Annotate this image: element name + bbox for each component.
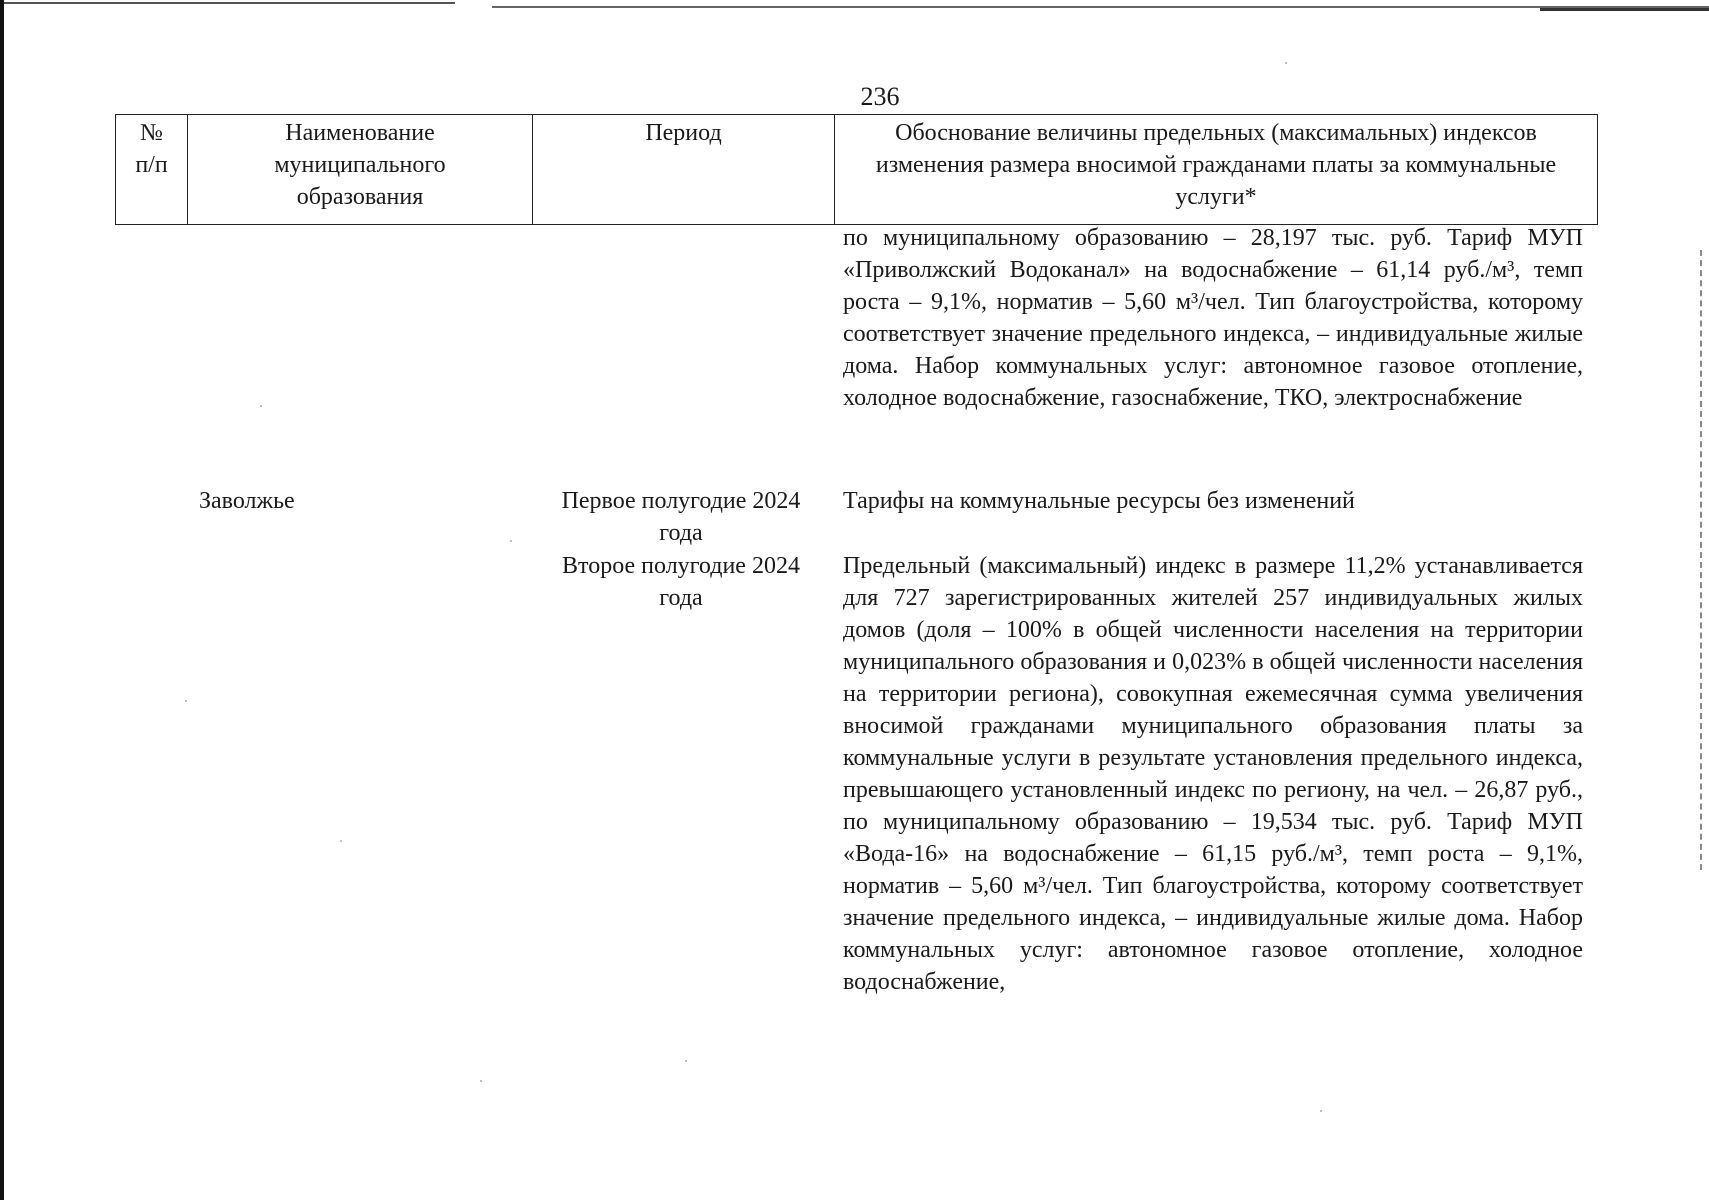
scan-speck [1285, 62, 1287, 64]
scan-speck [340, 840, 342, 842]
text-first-half [843, 485, 1583, 517]
header-col-period: Период [533, 115, 835, 225]
period-first-half: Первое полугодие 2024 года [561, 488, 801, 546]
scan-speck [1320, 1110, 1322, 1112]
scan-speck [185, 700, 187, 702]
continuation-text [843, 222, 1583, 414]
text-second-half-paragraph: Предельный (максимальный) индекс в размере 11,2% устанавливается для 727 зарегистрированных жителей 257 индивидуальных жилых домов (доля – 100% в общей численности населения на территории муниципального образования и 0,023% в общей численности населения на территории региона), совокупная ежемесячная сумма увеличения вносимой гражданами муниципального образования платы за коммунальные услуги в результате установления предельного индекса, превышающего установленный индекс по региону, на чел. – 26,87 руб., по муниципальному образованию – 19,534 тыс. руб. Тариф МУП «Вода-16» на водоснабжение – 61,15 руб./м³, темп роста – 9,1%, норматив – 5,60 м³/чел. Тип благоустройства, которому соответствует значение предельного индекса, – индивидуальные жилые дома. Набор коммунальных услуг: автономное газовое отопление, холодное водоснабжение, [843, 553, 1583, 995]
continuation-paragraph: по муниципальному образованию – 28,197 тыс. руб. Тариф МУП «Приволжский Водоканал» на водоснабжение – 61,14 руб./м³, темп роста – 9,1%, норматив – 5,60 м³/чел. Тип благоустройства, которому соответствует значение предельного индекса, – индивидуальные жилые дома. Набор коммунальных услуг: автономное газовое отопление, холодное водоснабжение, газоснабжение, ТКО, электроснабжение [843, 225, 1583, 411]
text-first-half-paragraph: Тарифы на коммунальные ресурсы без изменений [843, 488, 1355, 514]
header-col-num: № п/п [116, 115, 188, 225]
scan-edge-top [0, 0, 1709, 10]
scan-speck [510, 540, 512, 542]
scan-speck [260, 405, 262, 407]
table-header [115, 114, 1598, 225]
header-col-name: Наименование муниципального образования [188, 115, 533, 225]
page-number: 236 [860, 82, 900, 111]
municipality-name: Заволжье [199, 488, 295, 514]
scan-edge-right [1700, 250, 1704, 870]
period-second-half: Второе полугодие 2024 года [562, 553, 800, 611]
scan-speck [480, 1080, 482, 1082]
scan-edge-left [0, 0, 4, 1200]
text-second-half [843, 550, 1583, 998]
scan-speck [685, 1060, 687, 1062]
header-col-justification: Обоснование величины предельных (максимальных) индексов изменения размера вносимой гражданами платы за коммунальные услуги* [835, 115, 1598, 225]
